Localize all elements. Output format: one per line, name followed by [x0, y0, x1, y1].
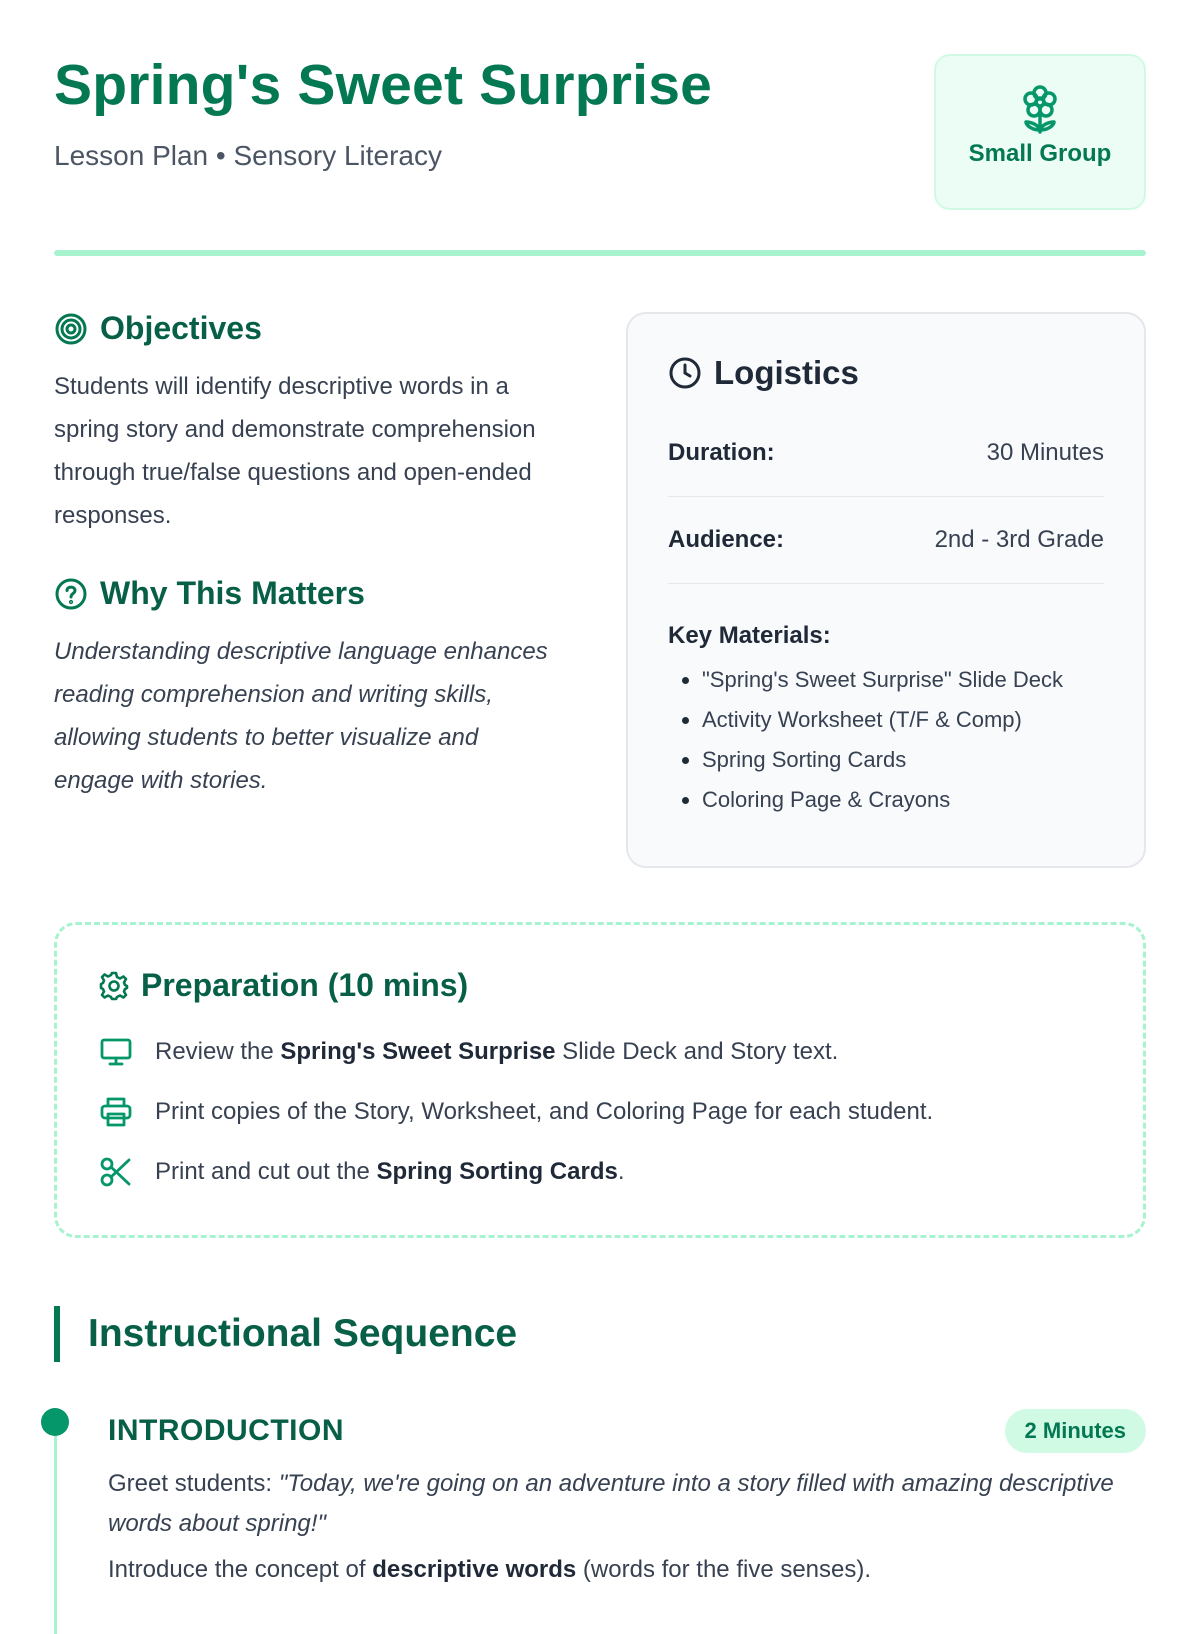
step-header: [108, 1408, 1146, 1454]
objectives-title: Objectives: [100, 310, 262, 346]
list-item: • Activity Worksheet (T/F & Comp): [702, 700, 1104, 740]
list-item: • Spring Sorting Cards: [702, 740, 1104, 780]
timeline-dot: [41, 1408, 69, 1436]
page-subtitle: Lesson Plan • Sensory Literacy: [54, 140, 443, 171]
header: [54, 0, 1146, 256]
logistics-heading: [668, 354, 1104, 392]
list-item: Print copies of the Story, Worksheet, and Coloring Page for each student.: [99, 1082, 1101, 1142]
help-circle-icon: [54, 577, 88, 611]
objectives-column: [54, 310, 564, 802]
monitor-icon: [99, 1037, 133, 1067]
preparation-list: [99, 1022, 1101, 1202]
materials-title: Key Materials:: [668, 622, 831, 649]
printer-icon: [99, 1096, 133, 1128]
objectives-heading: [54, 310, 564, 347]
audience-label: Audience:: [668, 526, 785, 553]
flower-icon: [1020, 84, 1060, 134]
preparation-title: Preparation (10 mins): [141, 967, 469, 1003]
group-badge-label: Small Group: [968, 140, 1112, 167]
timeline: [54, 1408, 1146, 1590]
list-item: • "Spring's Sweet Surprise" Slide Deck: [702, 660, 1104, 700]
duration-row: [668, 410, 1104, 497]
logistics-card: [626, 312, 1146, 868]
duration-badge: 2 Minutes: [1005, 1409, 1146, 1453]
overview-section: [54, 256, 1146, 896]
preparation-heading: [99, 967, 1101, 1004]
list-item: • Coloring Page & Crayons: [702, 780, 1104, 820]
duration-value: 30 Minutes: [986, 439, 1104, 466]
timeline-line: [54, 1434, 57, 1634]
logistics-title: Logistics: [714, 354, 859, 391]
gear-icon: [99, 971, 129, 1001]
list-item: Review the Spring's Sweet Surprise Slide Deck and Story text.: [99, 1022, 1101, 1082]
list-item: Print and cut out the Spring Sorting Cards.: [99, 1142, 1101, 1202]
step-greeting: Greet students: "Today, we're going on an adventure into a story filled with amazing descriptive words about spring!": [108, 1470, 1114, 1537]
preparation-box: [54, 922, 1146, 1238]
audience-row: [668, 497, 1104, 584]
sequence-heading: [54, 1306, 1146, 1362]
why-text: Understanding descriptive language enhances reading comprehension and writing skills, allowing students to better visualize and engage with stories.: [54, 638, 548, 794]
page-title: Spring's Sweet Surprise: [54, 53, 713, 117]
clock-icon: [668, 356, 702, 390]
objectives-text: Students will identify descriptive words in a spring story and demonstrate comprehension through true/false questions and open-ended responses.: [54, 373, 536, 529]
sequence-title: Instructional Sequence: [88, 1312, 518, 1355]
target-icon: [54, 312, 88, 346]
why-heading: [54, 575, 564, 612]
why-title: Why This Matters: [100, 575, 365, 611]
materials-list: [668, 660, 1104, 820]
scissors-icon: [99, 1156, 133, 1188]
duration-label: Duration:: [668, 439, 775, 466]
group-badge: [934, 54, 1146, 210]
step-title: INTRODUCTION: [108, 1414, 344, 1447]
step-intro: Introduce the concept of descriptive words (words for the five senses).: [108, 1556, 872, 1583]
audience-value: 2nd - 3rd Grade: [934, 526, 1104, 553]
